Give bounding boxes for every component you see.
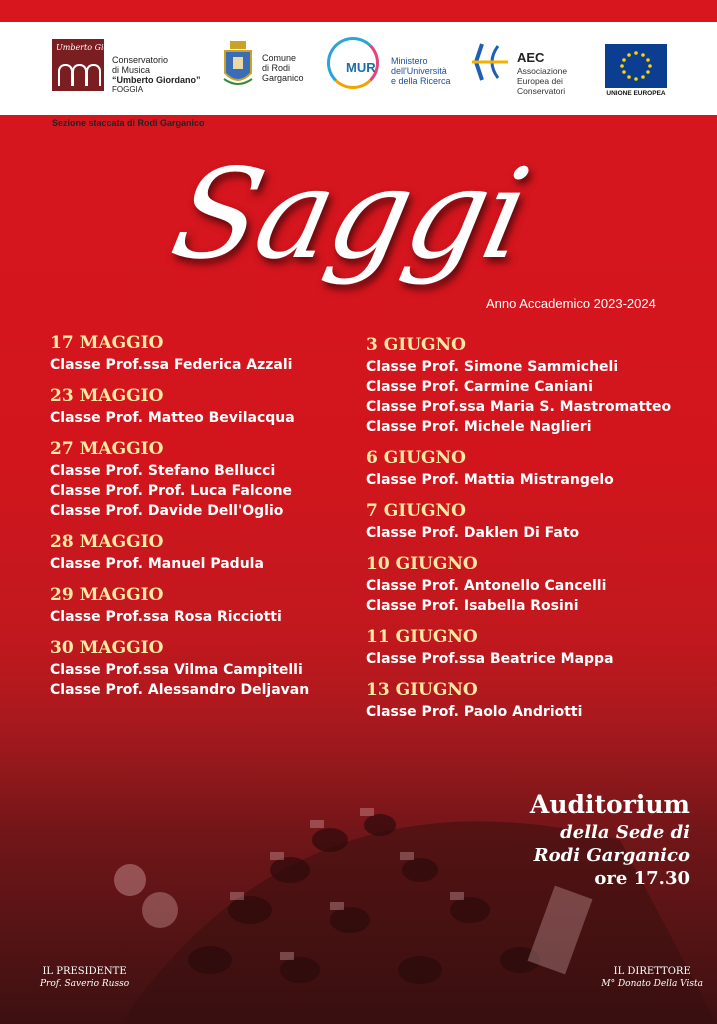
eu-caption: UNIONE EUROPEA (606, 90, 666, 97)
day-date: 3 GIUGNO (366, 335, 466, 355)
venue-info (530, 789, 690, 890)
comune-name: Comune di Rodi Garganico (262, 53, 304, 83)
logo-header (0, 22, 717, 128)
day-date: 11 GIUGNO (366, 627, 478, 647)
venue-time: ore 17.30 (594, 868, 690, 889)
signature-role: IL DIRETTORE (613, 966, 691, 977)
arch-icon (86, 64, 101, 86)
schedule-day (50, 637, 309, 700)
signature-icon: Umberto Giordano (56, 43, 133, 52)
class-line: Classe Prof.ssa Vilma Campitelli (50, 662, 303, 678)
schedule-day (366, 500, 671, 543)
aec-acronym: AEC (517, 50, 545, 65)
aec-logo-icon (468, 40, 512, 84)
signature-president (40, 965, 129, 991)
class-line: Classe Prof.ssa Rosa Ricciotti (50, 609, 282, 625)
signature-director (601, 965, 703, 991)
class-line: Classe Prof. Manuel Padula (50, 556, 264, 572)
class-line: Classe Prof.ssa Beatrice Mappa (366, 651, 614, 667)
academic-year: Anno Accademico 2023-2024 (486, 296, 656, 311)
signature-name: Prof. Saverio Russo (40, 979, 130, 989)
class-line: Classe Prof. Simone Sammicheli (366, 359, 619, 375)
conservatorio-section: Sezione staccata di Rodi Garganico (52, 118, 205, 128)
schedule-day (366, 553, 671, 616)
class-line: Classe Prof.ssa Federica Azzali (50, 357, 293, 373)
schedule-day (366, 626, 671, 669)
schedule-day (366, 679, 671, 722)
class-line: Classe Prof. Davide Dell'Oglio (50, 503, 284, 519)
schedule-column-right (366, 334, 671, 732)
top-red-strip (0, 0, 717, 22)
day-date: 7 GIUGNO (366, 501, 466, 521)
conservatorio-name: Conservatorio di Musica “Umberto Giordano” FOGGIA (112, 55, 201, 94)
schedule-column-left (50, 332, 309, 710)
venue-line3: Rodi Garganico (533, 845, 690, 866)
day-date: 28 MAGGIO (50, 532, 164, 552)
class-line: Classe Prof. Prof. Luca Falcone (50, 483, 293, 499)
conservatorio-logo-icon (52, 39, 133, 91)
class-line: Classe Prof. Stefano Bellucci (50, 463, 276, 479)
day-date: 13 GIUGNO (366, 680, 478, 700)
class-line: Classe Prof. Michele Naglieri (366, 419, 592, 435)
day-date: 17 MAGGIO (50, 333, 164, 353)
class-line: Classe Prof. Carmine Caniani (366, 379, 593, 395)
class-line: Classe Prof. Daklen Di Fato (366, 525, 580, 541)
signature-role: IL PRESIDENTE (42, 966, 127, 977)
mur-acronym: MUR (346, 60, 376, 75)
venue-line2: della Sede di (560, 822, 690, 843)
comune-crest-icon (222, 39, 254, 89)
day-date: 6 GIUGNO (366, 448, 466, 468)
day-date: 29 MAGGIO (50, 585, 164, 605)
class-line: Classe Prof. Antonello Cancelli (366, 578, 607, 594)
poster-title: Saggi (160, 143, 539, 287)
class-line: Classe Prof. Alessandro Deljavan (50, 682, 310, 698)
eu-flag-icon (605, 44, 667, 88)
eu-stars-icon (605, 44, 667, 88)
arch-icon (72, 64, 87, 86)
day-date: 30 MAGGIO (50, 638, 164, 658)
day-date: 27 MAGGIO (50, 439, 164, 459)
schedule-day (50, 332, 309, 375)
schedule-day (50, 531, 309, 574)
class-line: Classe Prof. Isabella Rosini (366, 598, 579, 614)
schedule-day (50, 438, 309, 521)
signature-name: M° Donato Della Vista (601, 979, 703, 989)
day-date: 10 GIUGNO (366, 554, 478, 574)
schedule-day (366, 334, 671, 437)
mur-name: Ministero dell'Università e della Ricerca (391, 56, 451, 86)
aec-name: Associazione Europea dei Conservatori (517, 66, 568, 96)
schedule-day (50, 584, 309, 627)
day-date: 23 MAGGIO (50, 386, 164, 406)
class-line: Classe Prof. Paolo Andriotti (366, 704, 583, 720)
venue-name: Auditorium (529, 790, 690, 819)
schedule-day (366, 447, 671, 490)
class-line: Classe Prof. Mattia Mistrangelo (366, 472, 614, 488)
arch-icon (58, 64, 73, 86)
schedule-day (50, 385, 309, 428)
class-line: Classe Prof. Matteo Bevilacqua (50, 410, 295, 426)
class-line: Classe Prof.ssa Maria S. Mastromatteo (366, 399, 672, 415)
